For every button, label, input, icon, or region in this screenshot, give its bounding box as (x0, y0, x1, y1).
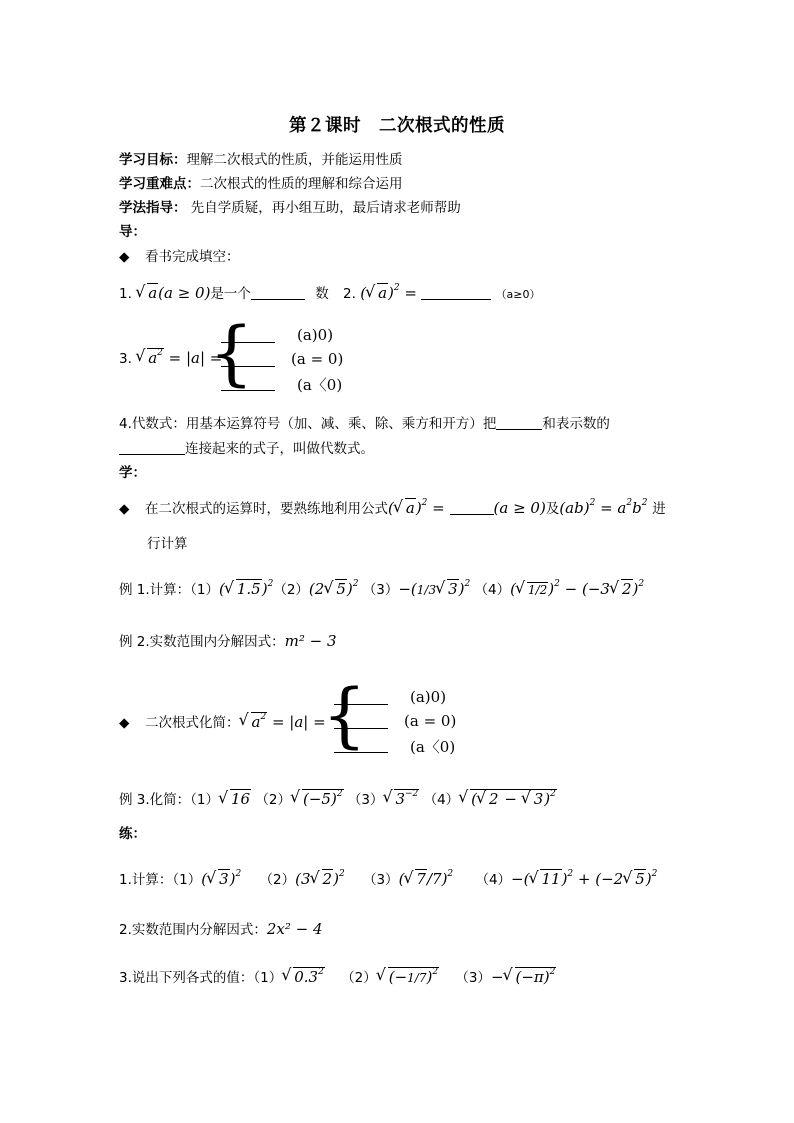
p1-part-1: （1） (172, 872, 202, 888)
item4-text-c: 连接起来的式子，叫做代数式。 (185, 441, 374, 457)
p3-expr-1: √ $0.3^2$ (282, 968, 325, 986)
xue-text-a: 在二次根式的运算时，要熟练地利用公式 (145, 501, 388, 517)
fill1-condition: (a ≥ 0) (158, 284, 211, 302)
p1-part-4: （4） (475, 872, 512, 888)
xue-item-cont: 行计算 (147, 536, 188, 552)
ex3-expr-1: √ 16 (219, 790, 251, 808)
case3-blank-2[interactable] (334, 738, 388, 753)
page-title: 第２课时 二次根式的性质 (289, 116, 505, 136)
simplify-label: 二次根式化简： (145, 715, 240, 731)
diamond-bullet-icon: ◆ (119, 715, 130, 731)
item4-text-a: 4.代数式：用基本运算符号（加、减、乘、除、乘方和开方）把 (119, 416, 497, 432)
fill-item-3 (119, 348, 222, 367)
formula-ab-squared: $(ab)^2 = a^2b^2$ (559, 498, 648, 517)
p1-expr-2: (3√ 2)$^2$ (295, 870, 345, 888)
ex2-label: 例 2.实数范围内分解因式： (119, 634, 285, 650)
ex2-expr: m² − 3 (284, 632, 337, 650)
left-brace: { (322, 674, 367, 756)
xue-item: ◆ 在二次根式的运算时，要熟练地利用公式(√ a)$^2$ = (a ≥ 0)及$(ab)^2 = a^2b^2$ 进 (119, 497, 666, 517)
item4-blank-1[interactable] (496, 415, 542, 430)
case1-cond-2: (a)0) (410, 688, 447, 706)
ex1-expr-4: (√ 1/2)$^2$ − (−3√ 2)$^2$ (510, 580, 644, 598)
example-1 (119, 578, 644, 598)
key-points-label: 学习重难点： (119, 176, 200, 192)
ex3-expr-2: √ $(-5)^2$ (291, 790, 344, 808)
xue-blank[interactable] (450, 500, 494, 515)
item4-text-b: 和表示数的 (542, 416, 610, 432)
item-4-line-1 (119, 412, 610, 432)
section-dao: 导： (119, 224, 146, 240)
formula-sqrt-a-squared: (√ a)$^2$ = (388, 499, 450, 517)
ex1-part-4: （4） (474, 582, 511, 598)
ex3-part-2: （2） (255, 792, 291, 808)
ex1-label: 例 1.计算： (119, 582, 191, 598)
fill-item-1 (119, 282, 541, 302)
sqrt-a2-abs-formula: √ $a^2 = |a|$ = (136, 349, 222, 367)
section-lian: 练： (119, 826, 146, 842)
sqrt-a-squared-formula: (√ a)$^2$ = (360, 284, 417, 302)
p1-expr-3: (√ 7/7)$^2$ (399, 870, 454, 888)
fill1-blank[interactable] (251, 285, 305, 300)
p3-part-3: （3） (455, 970, 491, 986)
case3-blank[interactable] (221, 376, 275, 391)
fill1-after: 数 (315, 286, 329, 302)
learning-goal-label: 学习目标： (119, 152, 187, 168)
p3-part-2: （2） (341, 970, 377, 986)
diamond-bullet-icon: ◆ (119, 249, 130, 265)
learning-goal-text: 理解二次根式的性质，并能运用性质 (186, 152, 403, 168)
case3-cond-2: (a〈0) (410, 738, 456, 756)
simplify-rule (119, 711, 326, 731)
p3-label: 3.说出下列各式的值： (119, 970, 254, 986)
practice-3 (119, 966, 556, 986)
ex1-part-1: （1） (190, 582, 220, 598)
piecewise-2 (322, 674, 462, 756)
case2-blank[interactable] (221, 352, 275, 367)
key-points (119, 172, 403, 192)
p2-label: 2.实数范围内分解因式： (119, 922, 267, 938)
item4-blank-2[interactable] (119, 440, 185, 455)
case3-cond: (a〈0) (297, 376, 343, 394)
fill1-mid: 是一个 (210, 286, 251, 302)
p3-expr-2: √ $(-1/7)^2$ (377, 968, 439, 986)
method-guide (119, 196, 461, 216)
simplify-formula: √ $a^2 = |a|$ = (240, 713, 326, 731)
case1-blank-2[interactable] (334, 690, 388, 705)
p1-label: 1.计算： (119, 872, 173, 888)
method-guide-text: 先自学质疑，再小组互助，最后请求老师帮助 (186, 200, 461, 216)
ex1-part-2: （2） (273, 582, 309, 598)
p1-expr-1: (√ 3)$^2$ (201, 870, 241, 888)
xue-text-b: 及 (545, 501, 560, 517)
sqrt-a-formula: √ a (136, 284, 158, 302)
ex3-part-3: （3） (347, 792, 384, 808)
xue-text-c: 进 (652, 501, 666, 517)
method-guide-label: 学法指导： (119, 200, 187, 216)
section-xue: 学： (119, 465, 146, 481)
practice-2 (119, 918, 323, 938)
learning-goal (119, 148, 403, 168)
case2-blank-2[interactable] (334, 714, 388, 729)
ex3-part-1: （1） (190, 792, 220, 808)
left-brace: { (209, 312, 254, 394)
p3-part-1: （1） (253, 970, 283, 986)
case1-blank[interactable] (221, 328, 275, 343)
case2-cond-2: (a = 0) (404, 712, 457, 730)
fill2-condition: （a≥0） (495, 288, 541, 301)
key-points-text: 二次根式的性质的理解和综合运用 (200, 176, 403, 192)
case1-cond: (a)0) (297, 326, 334, 344)
p1-part-3: （3） (362, 872, 399, 888)
piecewise-1 (209, 312, 349, 394)
ex1-expr-1: (√ 1.5)$^2$ (219, 580, 273, 598)
ex3-label: 例 3.化简： (119, 792, 191, 808)
p1-expr-4: −(√ 11)$^2$ + (−2√ 5)$^2$ (511, 870, 657, 888)
example-2 (119, 630, 337, 650)
ex1-part-3: （3） (362, 582, 399, 598)
p3-expr-3: −√ $(-\pi)^2$ (491, 968, 556, 986)
fill3-prefix: 3. (119, 351, 132, 367)
dao-item (119, 245, 240, 265)
diamond-bullet-icon: ◆ (119, 501, 130, 517)
fill2-prefix: 2. (343, 286, 356, 302)
example-3 (119, 788, 557, 808)
dao-item-text: 看书完成填空： (145, 249, 240, 265)
ex3-part-4: （4） (423, 792, 460, 808)
p2-expr: 2x² − 4 (266, 920, 323, 938)
item-4-line-2 (119, 437, 374, 457)
ex1-expr-2: (2√ 5)$^2$ (309, 580, 359, 598)
fill2-blank[interactable] (421, 285, 491, 300)
p1-part-2: （2） (259, 872, 296, 888)
fill1-prefix: 1. (119, 286, 132, 302)
ex3-expr-3: √ $3^{-2}$ (383, 790, 419, 808)
ex3-expr-4: √ (√ 2 − √ 3)$^2$ (459, 790, 557, 808)
practice-1 (119, 868, 657, 888)
ex1-expr-3: −(1/3√ 3)$^2$ (398, 580, 470, 598)
case2-cond: (a = 0) (291, 350, 344, 368)
